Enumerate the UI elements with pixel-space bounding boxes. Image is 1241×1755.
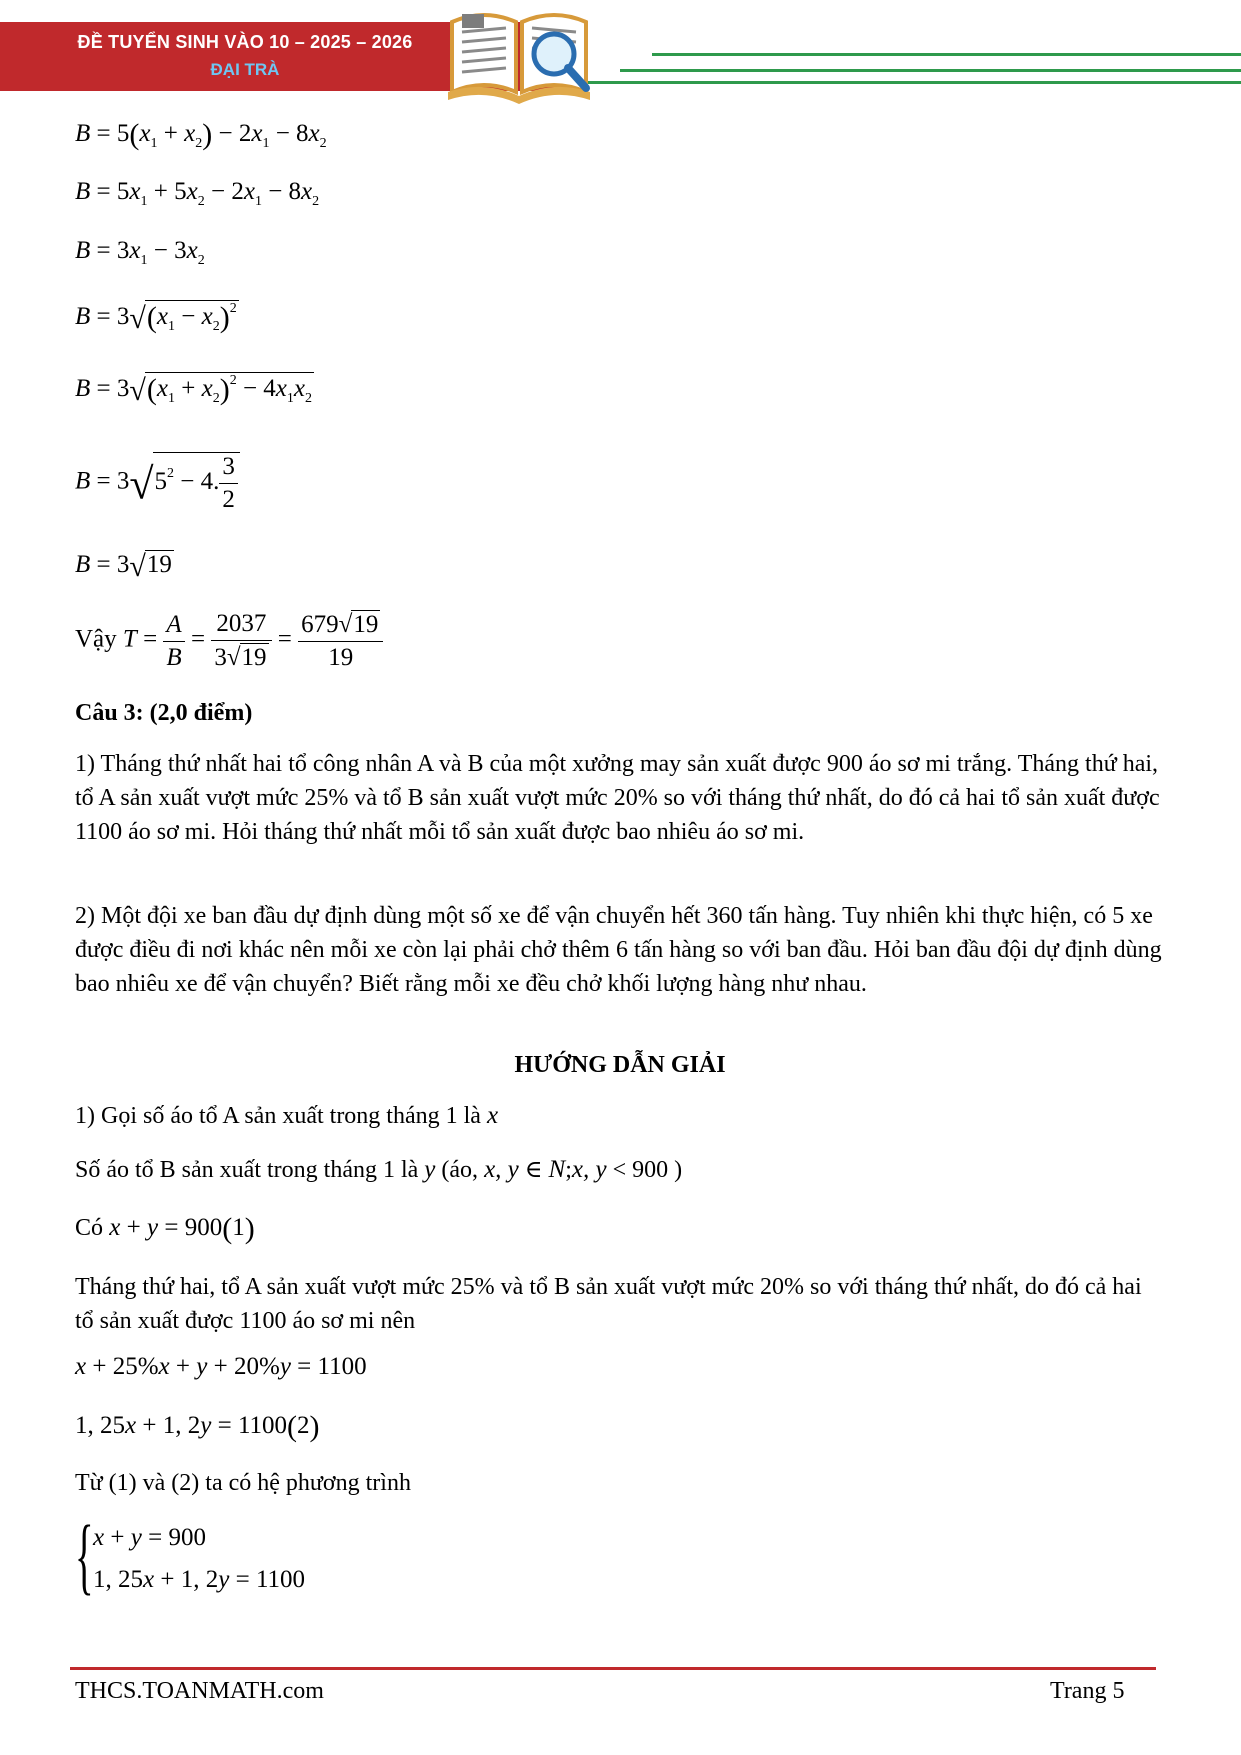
solution-step-2: Số áo tổ B sản xuất trong tháng 1 là y (áo, x, y ∈ N;x, y < 900 ) bbox=[75, 1156, 683, 1183]
system-equation-1: x + y = 900 bbox=[93, 1524, 206, 1551]
solution-step-3: Tháng thứ hai, tổ A sản xuất vượt mức 25% và tổ B sản xuất vượt mức 20% so với tháng thứ nhất, do đó cả hai tổ sản xuất được 1100 áo sơ mi nên bbox=[75, 1274, 1142, 1334]
equation-b-5: $B = 3√(x_1 + x_2)^2 - 4x_1x_2$ bbox=[75, 373, 313, 407]
header-title: ĐỀ TUYỂN SINH VÀO 10 – 2025 – 2026 bbox=[77, 32, 413, 52]
header-rule-2 bbox=[620, 69, 1241, 72]
header-rule-3 bbox=[588, 81, 1241, 84]
footer-page-number: Trang 5 bbox=[1050, 1678, 1125, 1704]
open-book-magnifier-icon bbox=[444, 0, 594, 104]
header-subtitle: ĐẠI TRÀ bbox=[210, 60, 280, 79]
question-heading: Câu 3: (2,0 điểm) bbox=[75, 700, 253, 726]
equation-b-2: $B = 5x_1 + 5x_2 - 2x_1 - 8x_2$ bbox=[75, 178, 320, 209]
equation-b-7: B = 3√19 bbox=[75, 550, 172, 583]
equation-b-3: $B = 3x_1 - 3x_2$ bbox=[75, 237, 205, 268]
equation-b-4: $B = 3√(x_1 - x_2)^2$ bbox=[75, 301, 237, 335]
equation-b-6: $B = 3√5^2 - 4$. $\frac{3}{2}$ bbox=[75, 452, 240, 514]
solution-step-1: 1) Gọi số áo tổ A sản xuất trong tháng 1 là x bbox=[75, 1102, 499, 1129]
footer-site: THCS.TOANMATH.com bbox=[75, 1678, 324, 1704]
header-rule-1 bbox=[652, 53, 1241, 56]
equation-1: Có x + y = 900(1) bbox=[75, 1212, 255, 1245]
question-part-2: 2) Một đội xe ban đầu dự định dùng một số xe để vận chuyển hết 360 tấn hàng. Tuy nhiên khi thực hiện, có 5 xe được điều đi nơi khác nên mỗi xe còn lại phải chở thêm 6 tấn hàng so với ban đầu. Hỏi ban đầu đội dự định dùng bao nhiêu xe để vận chuyển? Biết rằng mỗi xe đều chở khối lượng hàng như nhau. bbox=[75, 903, 1162, 997]
footer-rule bbox=[70, 1667, 1156, 1670]
system-equation-2: 1, 25x + 1, 2y = 1100 bbox=[93, 1566, 306, 1593]
equation-b-1: $B = 5(x_1 + x_2) - 2x_1 - 8x_2$ bbox=[75, 118, 327, 151]
system-brace: { bbox=[75, 1507, 94, 1603]
solution-title: HƯỚNG DẪN GIẢI bbox=[514, 1052, 726, 1078]
question-part-1: 1) Tháng thứ nhất hai tổ công nhân A và B của một xưởng may sản xuất được 900 áo sơ mi trắng. Tháng thứ hai, tổ A sản xuất vượt mức 25% và tổ B sản xuất vượt mức 20% so với tháng thứ nhất, do đó cả hai tổ sản xuất được 1100 áo sơ mi. Hỏi tháng thứ nhất mỗi tổ sản xuất được bao nhiêu áo sơ mi. bbox=[75, 751, 1160, 845]
equation-t: Vậy T = $\frac{A}{B}$ = $\frac{2037}{3√19}$ = $\frac{679√19}{19}$ bbox=[75, 610, 383, 672]
equation-2: 1, 25x + 1, 2y = 1100(2) bbox=[75, 1410, 320, 1443]
equation-percent: x + 25%x + y + 20%y = 1100 bbox=[75, 1353, 367, 1380]
solution-step-4: Từ (1) và (2) ta có hệ phương trình bbox=[75, 1470, 411, 1496]
